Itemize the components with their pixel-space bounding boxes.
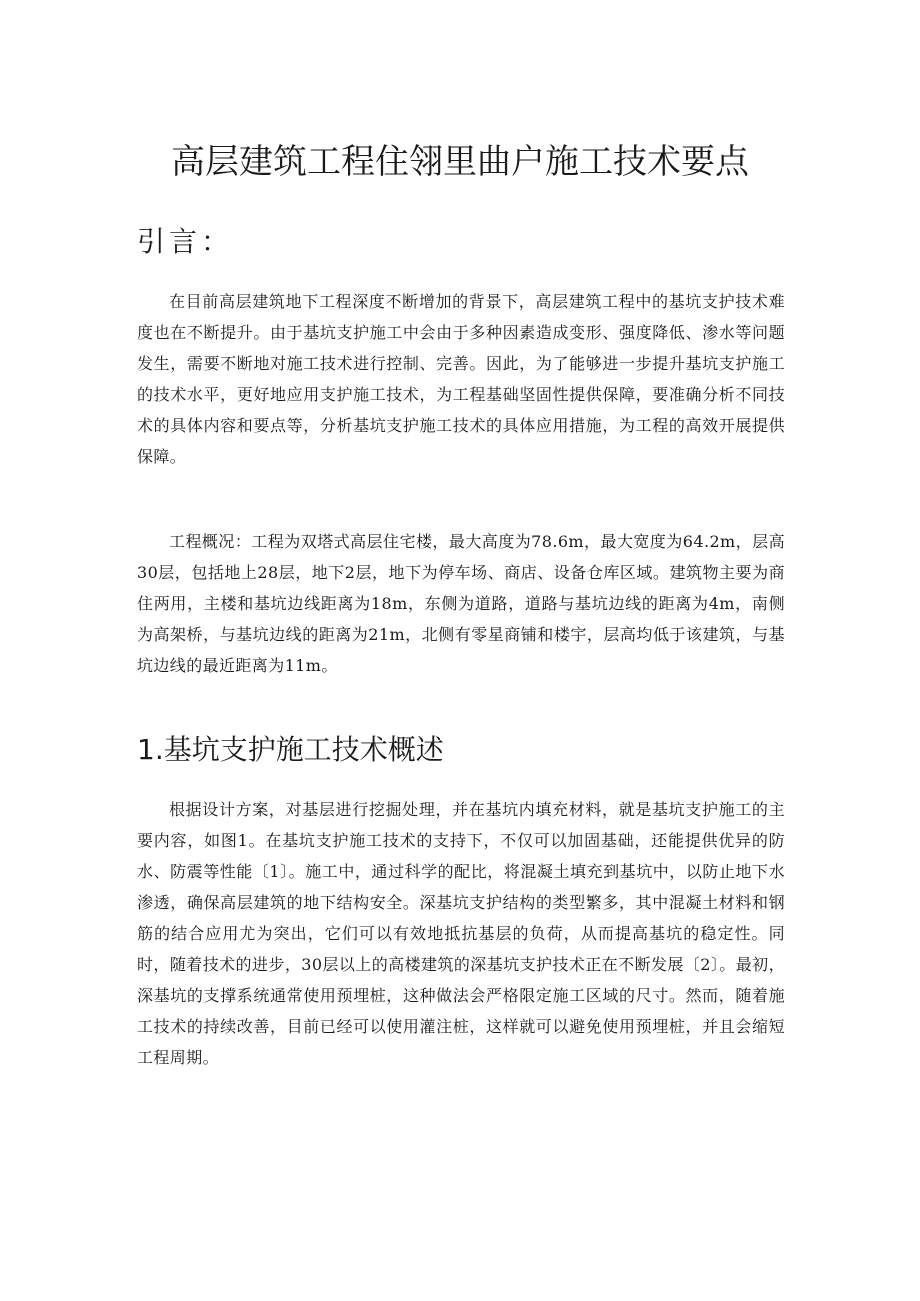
section-1-heading: 1.基坑支护施工技术概述 xyxy=(137,733,444,766)
document-title: 高层建筑工程住翎里曲户施工技术要点 xyxy=(171,142,749,182)
section-1-paragraph: 根据设计方案，对基层进行挖掘处理，并在基坑内填充材料，就是基坑支护施工的主要内容，如图1。在基坑支护施工技术的支持下，不仅可以加固基础，还能提供优异的防水、防震等性能〔1〕。施工中，通过科学的配比，将混凝土填充到基坑中，以防止地下水渗透，确保高层建筑的地下结构安全。深基坑支护结构的类型繁多，其中混凝土材料和钢筋的结合应用尤为突出，它们可以有效地抵抗基层的负荷，从而提高基坑的稳定性。同时，随着技术的进步，30层以上的高楼建筑的深基坑支护技术正在不断发展〔2〕。最初，深基坑的支撑系统通常使用预埋桩，这种做法会严格限定施工区域的尺寸。然而，随着施工技术的持续改善，目前已经可以使用灌注桩，这样就可以避免使用预埋桩，并且会缩短工程周期。 xyxy=(137,800,785,1067)
intro-paragraph-project-overview: 工程概况：工程为双塔式高层住宅楼，最大高度为78.6m，最大宽度为64.2m，层高30层，包括地上28层，地下2层，地下为停车场、商店、设备仓库区域。建筑物主要为商住两用，主楼和基坑边线距离为18m，东侧为道路，道路与基坑边线的距离为4m，南侧为高架桥，与基坑边线的距离为21m，北侧有零星商铺和楼宇，层高均低于该建筑，与基坑边线的最近距离为11m。 xyxy=(137,532,785,675)
intro-heading: 引言： xyxy=(137,225,234,258)
intro-paragraph-background: 在目前高层建筑地下工程深度不断增加的背景下，高层建筑工程中的基坑支护技术难度也在不断提升。由于基坑支护施工中会由于多种因素造成变形、强度降低、渗水等问题发生，需要不断地对施工技术进行控制、完善。因此，为了能够进一步提升基坑支护施工的技术水平，更好地应用支护施工技术，为工程基础坚固性提供保障，要准确分析不同技术的具体内容和要点等，分析基坑支护施工技术的具体应用措施，为工程的高效开展提供保障。 xyxy=(137,292,785,466)
